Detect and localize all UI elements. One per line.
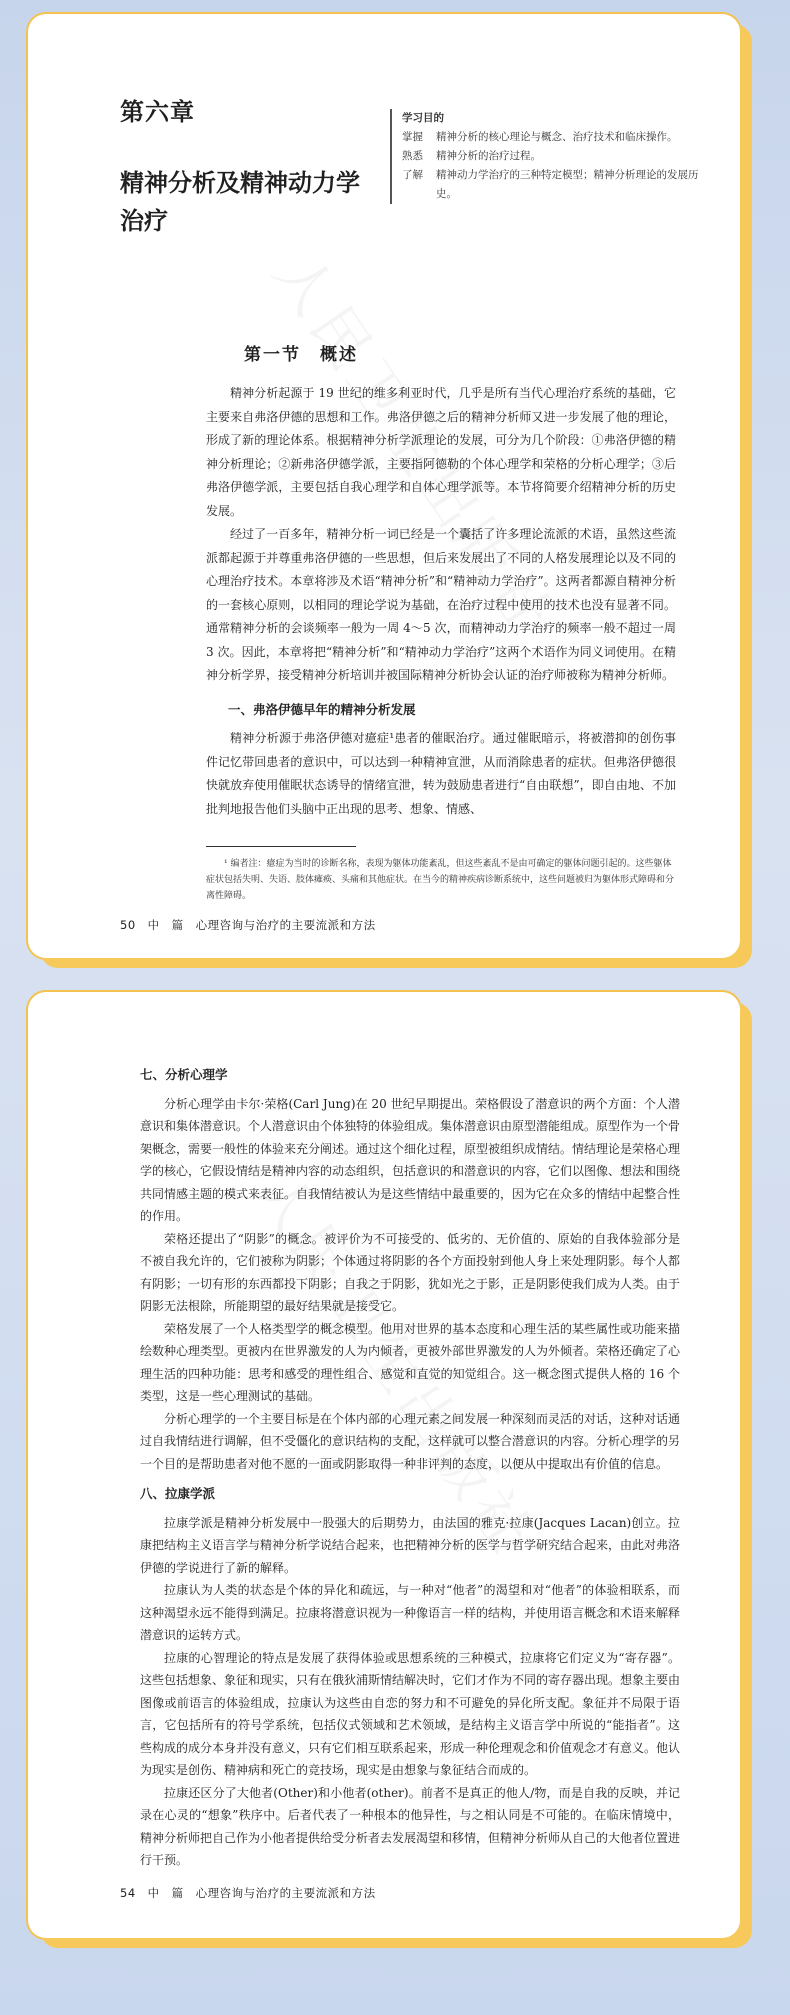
chapter-subtitle: 精神分析及精神动力学治疗 [120, 169, 360, 235]
book-page-54 [28, 992, 740, 1938]
subsection-title: 八、拉康学派 [140, 1486, 216, 1501]
objective-item [402, 147, 702, 166]
objective-text: 精神分析的治疗过程。 [436, 150, 541, 162]
objective-item [402, 128, 702, 147]
page-footer: 54 中 篇 心理咨询与治疗的主要流派和方法 [120, 1886, 376, 1900]
subsection-title: 七、分析心理学 [140, 1067, 228, 1082]
paragraph: 拉康还区分了大他者(Other)和小他者(other)。前者不是真正的他人/物，而是自我的反映，并记录在心灵的“想象”秩序中。后者代表了一种根本的他异性，与之相认同是不可能的。在临床情境中，精神分析师把自己作为小他者提供给受分析者去发展渴望和移情，但精神分析师从自己的大他者位置进行干预。 [140, 1785, 681, 1867]
section-title: 第一节 概述 [244, 345, 358, 365]
paragraph: 荣格还提出了“阴影”的概念。被评价为不可接受的、低劣的、无价值的、原始的自我体验部分是不被自我允许的，它们被称为阴影；个体通过将阴影的各个方面投射到他人身上来处理阴影。每个人都有阴影；一切有形的东西都投下阴影；自我之于阴影，犹如光之于影，正是阴影使我们成为人类。由于阴影无法根除，所能期望的最好结果就是接受它。 [140, 1231, 681, 1313]
objective-item [402, 166, 702, 204]
paragraph: 精神分析起源于 19 世纪的维多利亚时代，几乎是所有当代心理治疗系统的基础，它主要来自弗洛伊德的思想和工作。弗洛伊德之后的精神分析师又进一步发展了他的理论，形成了新的理论体系。根据精神分析学派理论的发展，可分为几个阶段：①弗洛伊德的精神分析理论；②新弗洛伊德学派，主要指阿德勒的个体心理学和荣格的分析心理学；③后弗洛伊德学派，主要包括自我心理学和自体心理学派等。本节将简要介绍精神分析的历史发展。 [206, 386, 676, 518]
paragraph: 荣格发展了一个人格类型学的概念模型。他用对世界的基本态度和心理生活的某些属性或功能来描绘数种心理类型。更被内在世界激发的人为内倾者，更被外部世界激发的人为外倾者。荣格还确定了心理生活的四种功能：思考和感受的理性组合、感觉和直觉的知觉组合。这一概念图式提供人格的 16 个类型，这是一些心理测试的基础。 [140, 1321, 681, 1403]
book-page-50 [28, 14, 740, 958]
paragraph: 拉康的心智理论的特点是发展了获得体验或思想系统的三种模式，拉康将它们定义为“寄存器”。这些包括想象、象征和现实，只有在俄狄浦斯情结解决时，它们才作为不同的寄存器出现。想象主要由图像或前语言的体验组成，拉康认为这些由自恋的努力和不可避免的异化所支配。象征并不局限于语言，它包括所有的符号学系统，包括仪式领域和艺术领域，是结构主义语言学中所说的“能指者”。这些构成的成分本身并没有意义，只有它们相互联系起来，形成一种伦理观念和价值观念才有意义。他认为现实是创伤、精神病和死亡的竞技场，现实是由想象与象征结合而成的。 [140, 1650, 681, 1777]
objective-tag: 掌握 [402, 131, 423, 143]
body-text-page-54 [140, 1064, 680, 1872]
objectives-heading: 学习目的 [402, 112, 444, 124]
body-text-page-50 [206, 382, 676, 821]
footnote: ¹ 编者注：癔症为当时的诊断名称，表现为躯体功能紊乱，但这些紊乱不是由可确定的躯体问题引起的。这些躯体症状包括失明、失语、肢体瘫痪、头痛和其他症状。在当今的精神疾病诊断系统中，这些问题被归为躯体形式障碍和分离性障碍。 [206, 859, 675, 901]
subsection-title: 一、弗洛伊德早年的精神分析发展 [228, 701, 416, 717]
paragraph: 经过了一百多年，精神分析一词已经是一个囊括了许多理论流派的术语，虽然这些流派都起源于并尊重弗洛伊德的一些思想，但后来发展出了不同的人格发展理论以及不同的心理治疗技术。本章将涉及术语“精神分析”和“精神动力学治疗”。这两者都源自精神分析的一套核心原则，以相同的理论学说为基础，在治疗过程中使用的技术也没有显著不同。通常精神分析的会谈频率一般为一周 4～5 次，而精神动力学治疗的频率一般不超过一周 3 次。因此，本章将把“精神分析”和“精神动力学治疗”这两个术语作为同义词使用。在精神分析学界，接受精神分析培训并被国际精神分析协会认证的治疗师被称为精神分析师。 [206, 527, 676, 682]
page-footer: 50 中 篇 心理咨询与治疗的主要流派和方法 [120, 918, 376, 932]
paragraph: 精神分析源于弗洛伊德对癔症¹患者的催眠治疗。通过催眠暗示，将被潜抑的创伤事件记忆带回患者的意识中，可以达到一种精神宣泄，从而消除患者的症状。但弗洛伊德很快就放弃使用催眠状态诱导的情绪宣泄，转为鼓励患者进行“自由联想”，即自由地、不加批判地报告他们头脑中正出现的思考、想象、情感、 [206, 731, 676, 816]
objective-tag: 熟悉 [402, 150, 423, 162]
learning-objectives [390, 109, 702, 204]
chapter-title: 第六章 [120, 98, 195, 126]
objective-text: 精神分析的核心理论与概念、治疗技术和临床操作。 [436, 131, 678, 143]
paragraph: 分析心理学的一个主要目标是在个体内部的心理元素之间发展一种深刻而灵活的对话，这种对话通过自我情结进行调解，但不受僵化的意识结构的支配，这样就可以整合潜意识的内容。分析心理学的另一个目的是帮助患者对他不愿的一面或阴影取得一种非评判的态度，以便从中提取出有价值的信息。 [140, 1411, 681, 1471]
objective-text: 精神动力学治疗的三种特定模型；精神分析理论的发展历史。 [436, 169, 699, 200]
paragraph: 分析心理学由卡尔·荣格(Carl Jung)在 20 世纪早期提出。荣格假设了潜意识的两个方面：个人潜意识和集体潜意识。个人潜意识由个体独特的体验组成。集体潜意识由原型潜能组成。原型作为一个骨架概念，需要一般性的体验来充分阐述。通过这个细化过程，原型被组织成情结。情结理论是荣格心理学的核心，它假设情结是精神内容的动态组织，包括意识的和潜意识的内容，它们以图像、想法和围绕共同情感主题的模式来表征。自我情结被认为是这些情结中最重要的，因为它在众多的情结中起整合性的作用。 [140, 1096, 681, 1223]
footnote-divider [206, 846, 356, 847]
paragraph: 拉康认为人类的状态是个体的异化和疏远，与一种对“他者”的渴望和对“他者”的体验相联系，而这种渴望永远不能得到满足。拉康将潜意识视为一种像语言一样的结构，并使用语言概念和术语来解释潜意识的运转方式。 [140, 1583, 681, 1642]
objective-tag: 了解 [402, 169, 423, 181]
paragraph: 拉康学派是精神分析发展中一股强大的后期势力，由法国的雅克·拉康(Jacques Lacan)创立。拉康把结构主义语言学与精神分析学说结合起来，也把精神分析的医学与哲学研究结合起来，由此对弗洛伊德的学说进行了新的解释。 [140, 1515, 681, 1575]
